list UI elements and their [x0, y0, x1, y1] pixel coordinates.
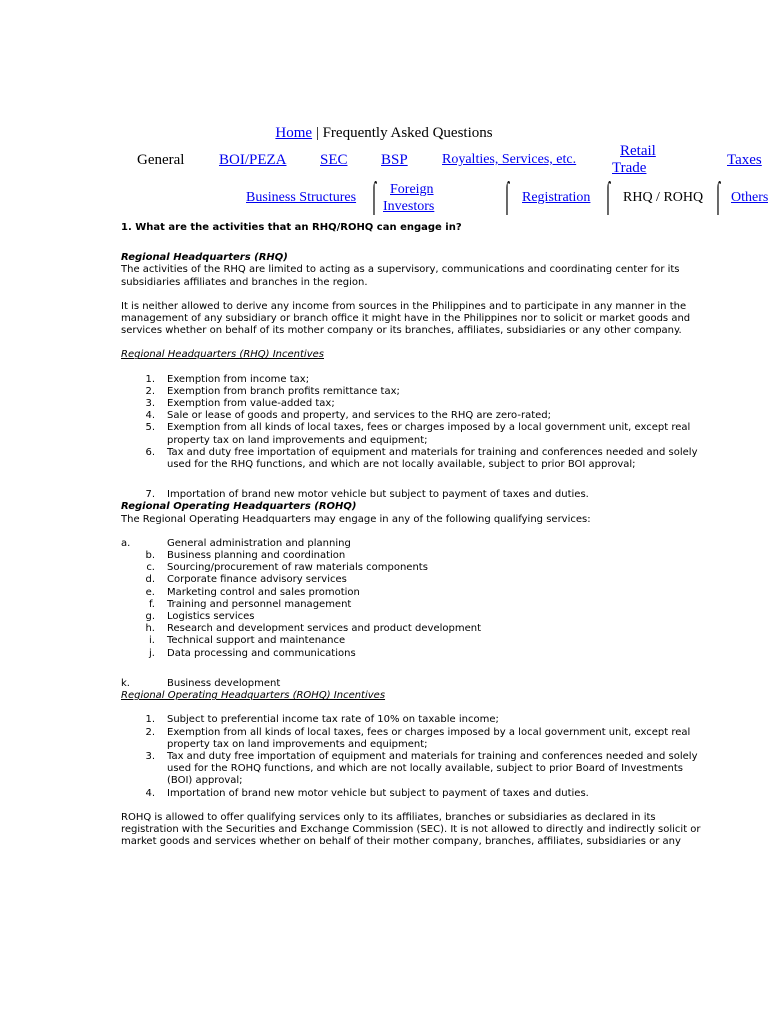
nav-retail-line1[interactable]: Retail [620, 143, 656, 159]
nav-taxes-link[interactable]: Taxes [727, 152, 762, 168]
faq-content [121, 222, 711, 848]
rohq-closing-paragraph: ROHQ is allowed to offer qualifying services only to its affiliates, branches or subsidiaries as declared in its registration with the Securities and Exchange Commission (SEC). It is not allowed to directly and indirectly solicit or market goods and services whether on behalf of their mother company, branches, affiliates, subsidiaries or any [121, 811, 701, 848]
nav-registration-link[interactable]: Registration [522, 190, 591, 205]
list-item: c. Sourcing/procurement of raw materials components [146, 562, 428, 574]
rhq-incentives-heading: Regional Headquarters (RHQ) Incentives [121, 349, 324, 361]
nav-foreign-investors-link[interactable] [383, 181, 453, 215]
list-item: d. Corporate finance advisory services [145, 574, 347, 586]
list-item: 4. Importation of brand new motor vehicle but subject to payment of taxes and duties. [145, 787, 589, 799]
nav-foreign-line2[interactable]: Investors [383, 199, 435, 214]
bracket-divider-icon: ⌠ [502, 180, 512, 213]
list-item: j. Data processing and communications [149, 647, 356, 659]
rohq-intro: The Regional Operating Headquarters may engage in any of the following qualifying services: [121, 513, 591, 525]
bracket-divider-icon: ⌠ [713, 180, 723, 213]
nav-sec-link[interactable]: SEC [320, 152, 348, 168]
list-item: 7. Importation of brand new motor vehicle but subject to payment of taxes and duties. [145, 489, 589, 501]
list-item: e. Marketing control and sales promotion [145, 586, 360, 598]
nav-boi-peza-link[interactable]: BOI/PEZA [219, 152, 287, 168]
nav-retail-trade-link[interactable] [612, 143, 672, 177]
nav-bsp-link[interactable]: BSP [381, 152, 408, 168]
title-separator: | [315, 125, 319, 141]
nav-foreign-line1[interactable]: Foreign [390, 182, 434, 197]
nav-royalties-link[interactable]: Royalties, Services, etc. [442, 152, 577, 167]
page-title-line [0, 125, 768, 142]
bracket-divider-icon: ⌠ [369, 180, 379, 213]
list-item: 1. Exemption from income tax; [145, 373, 310, 385]
list-item: f. Training and personnel management [149, 598, 352, 610]
list-item: i. Technical support and maintenance [149, 635, 346, 647]
list-item: 1. Subject to preferential income tax rate of 10% on taxable income; [145, 714, 499, 726]
rhq-paragraph-1: The activities of the RHQ are limited to acting as a supervisory, communications and coordinating center for its subsidiaries affiliates and branches in the region. [121, 264, 680, 288]
rhq-heading: Regional Headquarters (RHQ) [121, 252, 288, 264]
list-item: a. General administration and planning [121, 537, 351, 549]
rohq-heading: Regional Operating Headquarters (ROHQ) [121, 501, 357, 513]
list-item: 5. Exemption from all kinds of local taxes, fees or charges imposed by a local government unit, except real property tax on land improvements and equipment; [145, 422, 691, 446]
list-item: h. Research and development services and product development [145, 623, 481, 635]
rohq-incentives-heading: Regional Operating Headquarters (ROHQ) Incentives [121, 690, 386, 702]
list-item: k. Business development [121, 677, 281, 689]
nav-rhq-rohq-current: RHQ / ROHQ [623, 190, 704, 205]
nav-business-structures-link[interactable]: Business Structures [246, 190, 357, 205]
nav-general: General [137, 152, 185, 168]
nav-others-link[interactable]: Others [731, 190, 768, 205]
home-link[interactable]: Home [275, 125, 313, 141]
list-item: 3. Tax and duty free importation of equipment and materials for training and conferences needed and solely used for the ROHQ functions, and which are not locally available, subject to prior Board of Investments (BOI) approval; [145, 750, 698, 787]
list-item: 2. Exemption from all kinds of local taxes, fees or charges imposed by a local government unit, except real property tax on land improvements and equipment; [145, 726, 691, 750]
rohq-incentives-list [121, 714, 711, 799]
rohq-services-list [121, 538, 711, 660]
list-item: g. Logistics services [145, 611, 255, 623]
rhq-incentives-list [121, 374, 711, 472]
list-item: b. Business planning and coordination [145, 550, 346, 562]
list-item: 4. Sale or lease of goods and property, and services to the RHQ are zero-rated; [145, 410, 551, 422]
question-heading: 1. What are the activities that an RHQ/ROHQ can engage in? [121, 222, 462, 233]
list-item: 2. Exemption from branch profits remittance tax; [145, 385, 400, 397]
bracket-divider-icon: ⌠ [603, 180, 613, 213]
rhq-paragraph-2: It is neither allowed to derive any income from sources in the Philippines and to participate in any manner in the management of any subsidiary or branch office it might have in the Philippines nor to solicit or market goods and services whether on behalf of its mother company or its branches, affiliates, subsidiaries or any other company. [121, 300, 691, 337]
list-item: 3. Exemption from value-added tax; [145, 398, 335, 410]
page-title: Frequently Asked Questions [322, 125, 493, 141]
nav-retail-line2[interactable]: Trade [612, 160, 647, 176]
list-item: 6. Tax and duty free importation of equipment and materials for training and conferences needed and solely used for the RHQ functions, and which are not locally available, subject to prior BOI approval; [145, 446, 698, 471]
